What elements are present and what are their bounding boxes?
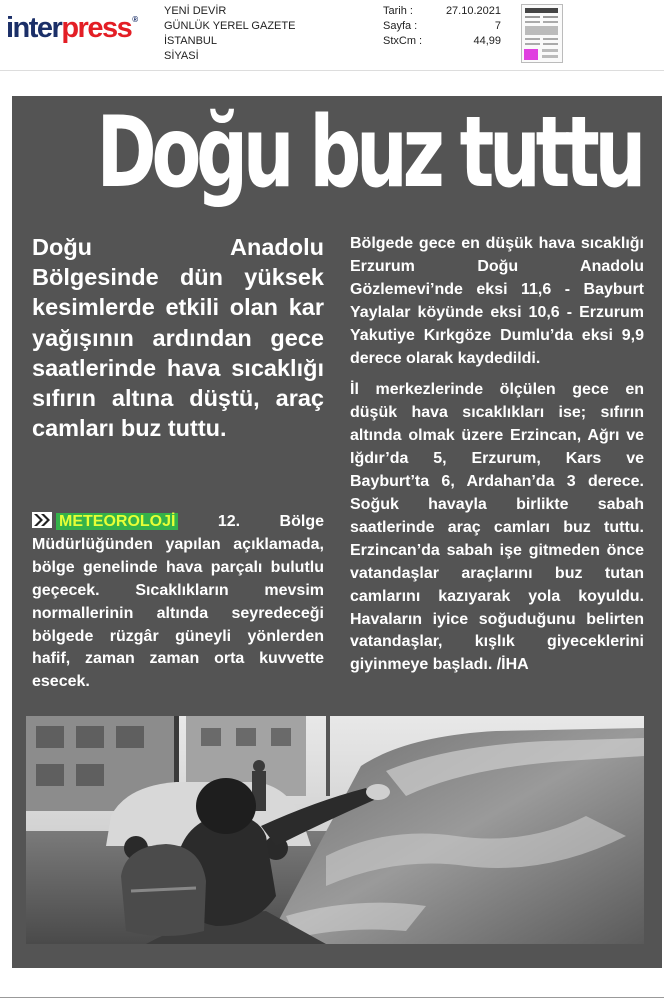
page-thumbnail[interactable] [521, 4, 563, 63]
body-paragraph-1-text: 12. Bölge Müdürlüğünden yapılan açıklamada, bölge genelinde hava parçalı bulutlu geçecek. Sıcaklıkların mevsim normallerinin altında seyredeceği bölgede rüzgâr güneyli yönlerden hafif, zaman zaman orta kuvvette esecek. [32, 513, 324, 691]
article-clipping [12, 96, 662, 968]
header-divider [0, 70, 664, 71]
date-label: Tarih : [383, 5, 413, 17]
right-column [350, 233, 644, 677]
body-paragraph-1 [32, 511, 324, 694]
stxcm-label: StxCm : [383, 35, 423, 47]
body-paragraph-3: İl merkezlerinde ölçülen gece en düşük hava sıcaklıkları ise; sıfırın altında olmak üzere Erzincan, Ağrı ve Iğdır’da 5, Erzurum, Kars ve Bayburt’ta 6, Ardahan’da 3 derece. Soğuk havayla birlikte sabah saatlerinde araç camları buz tuttu. Erzincan’da sabah işe gitmeden önce vatandaşlar araçlarını buz tutan camlarını kazıyarak yola koyuldu. Havaların iyice soğuduğunu belirten vatandaşlar, kışlık giyeceklerini giyinmeye başladı. /İHA [350, 381, 644, 674]
stxcm-value: 44,99 [473, 35, 501, 47]
publication-city: İSTANBUL [164, 35, 217, 47]
double-chevron-icon [32, 512, 52, 528]
headline: Doğu buz tuttu [96, 96, 642, 210]
clipping-meta [383, 4, 501, 49]
article-photo[interactable] [26, 716, 644, 944]
page-value: 7 [494, 20, 501, 32]
interpress-logo: interpress® [6, 12, 137, 44]
publication-section: SİYASİ [164, 50, 199, 62]
publication-type: GÜNLÜK YEREL GAZETE [164, 20, 296, 32]
footer-divider [0, 997, 664, 998]
page-label: Sayfa : [383, 20, 418, 32]
clipping-header [0, 0, 664, 72]
photo-scene [26, 716, 644, 944]
date-value: 27.10.2021 [445, 5, 501, 17]
lead-paragraph: Doğu Anadolu Bölgesinde dün yüksek kesimlerde etkili olan kar yağışının ardından gece saatlerinde hava sıcaklığı sıfırın altına düştü, araç camları buz tuttu. [32, 234, 324, 442]
publication-name: YENİ DEVİR [164, 5, 227, 17]
publication-info [164, 4, 295, 64]
category-tag: METEOROLOJİ [56, 513, 178, 530]
body-paragraph-2: Bölgede gece en düşük hava sıcaklığı Erzurum Doğu Anadolu Gözlemevi’nde eksi 11,6 - Bayburt Yaylalar köyünde eksi 10,6 - Erzurum Yakutiye Kırkgöze Dumlu’da eksi 9,9 derece olarak kaydedildi. [350, 235, 644, 367]
